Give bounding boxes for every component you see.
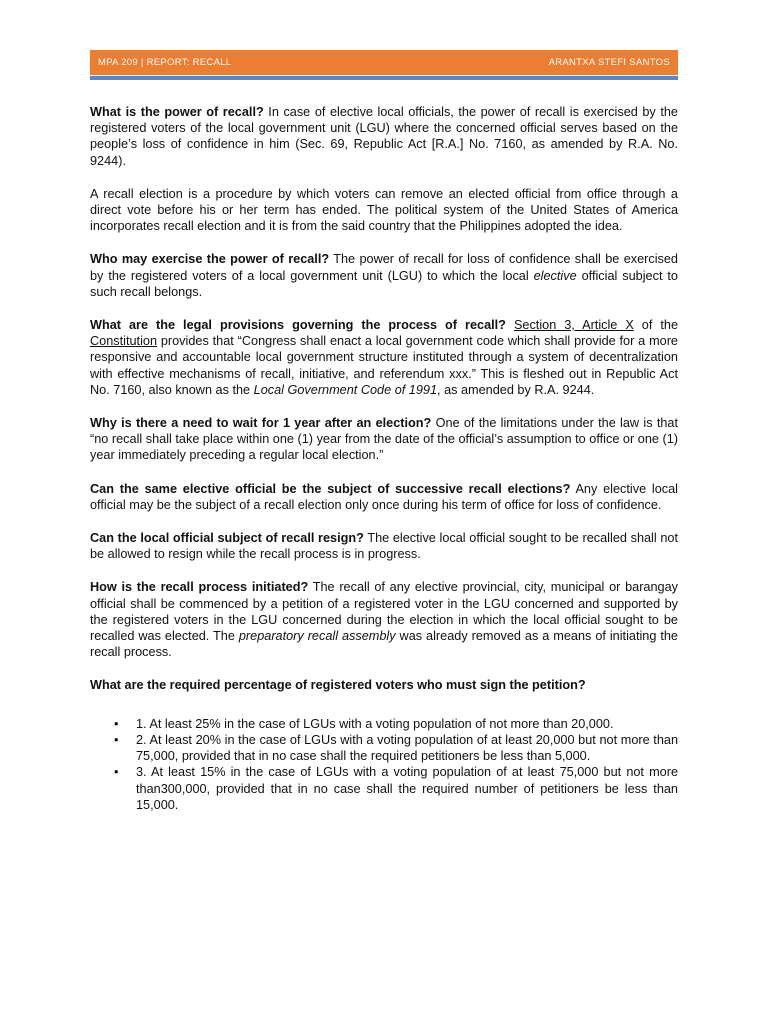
- link-constitution[interactable]: Constitution: [90, 334, 157, 349]
- emphasis-text: Local Government Code of 1991: [253, 382, 438, 397]
- paragraph-resign: [90, 530, 678, 562]
- answer-text: was already removed as a means of initiating the recall process.: [90, 629, 678, 660]
- page-header: [90, 50, 678, 75]
- answer-text: The power of recall for loss of confidence shall be exercised by the registered voters of a local government unit (LGU) to which the local: [90, 252, 678, 283]
- answer-text: , as amended by R.A. 9244.: [437, 382, 595, 397]
- paragraph-percentage-question: [90, 677, 678, 693]
- question-heading: What are the legal provisions governing the process of recall?: [90, 318, 506, 333]
- question-heading: Can the local official subject of recall resign?: [90, 531, 364, 546]
- paragraph-successive-recall: [90, 481, 678, 513]
- list-item: • 3. At least 15% in the case of LGUs with a voting population of at least 75,000 but not more than300,000, provided that in no case shall the required number of petitioners be less than 15,000.: [136, 764, 678, 813]
- answer-text: Any elective local official may be the subject of a recall election only once during his term of office for loss of confidence.: [90, 481, 678, 512]
- paragraph-initiation: [90, 579, 678, 660]
- percentage-list: [90, 716, 678, 813]
- answer-text: official subject to such recall belongs.: [90, 268, 678, 299]
- emphasis-text: preparatory recall assembly: [238, 629, 396, 644]
- paragraph-one-year-wait: [90, 415, 678, 464]
- answer-text: In case of elective local officials, the power of recall is exercised by the registered voters of the local government unit (LGU) where the concerned official serves based on the people’s loss of confidence in him (Sec. 69, Republic Act [R.A.] No. 7160, as amended by R.A. No. 9244).: [90, 105, 678, 168]
- question-heading: Who may exercise the power of recall?: [90, 252, 330, 267]
- list-item: • 2. At least 20% in the case of LGUs with a voting population of at least 20,000 but not more than 75,000, provided that in no case shall the required petitioners be less than 5,000.: [136, 732, 678, 764]
- question-heading: What are the required percentage of registered voters who must sign the petition?: [90, 678, 586, 693]
- list-item: • 1. At least 25% in the case of LGUs with a voting population of not more than 20,000.: [136, 716, 678, 732]
- answer-text: of the: [633, 318, 679, 333]
- paragraph-power-of-recall: [90, 104, 678, 169]
- emphasis-text: elective: [533, 268, 577, 283]
- header-course-title: MPA 209 | REPORT: RECALL: [98, 57, 232, 68]
- paragraph-who-may-exercise: [90, 251, 678, 300]
- answer-text: One of the limitations under the law is that “no recall shall take place within one (1) year from the date of the official’s assumption to office or one (1) year immediately preceding a regular local election.”: [90, 416, 678, 463]
- answer-text: The recall of any elective provincial, city, municipal or barangay official shall be commenced by a petition of a registered voter in the LGU concerned and supported by the registered voters in the LGU concerned during the election in which the local official sought to be recalled was elected. The: [90, 580, 678, 644]
- question-heading: How is the recall process initiated?: [90, 580, 309, 595]
- paragraph-recall-election: [90, 186, 678, 235]
- answer-text: The elective local official sought to be recalled shall not be allowed to resign while the recall process is in progress.: [90, 531, 678, 562]
- answer-text: A recall election is a procedure by which voters can remove an elected official from office through a direct vote before his or her term has ended. The political system of the United States of America incorporates recall election and it is from the said country that the Philippines adopted the idea.: [90, 186, 678, 234]
- question-heading: What is the power of recall?: [90, 105, 264, 119]
- header-divider: [90, 76, 678, 80]
- question-heading: Why is there a need to wait for 1 year after an election?: [90, 416, 432, 431]
- link-section-3-article-x[interactable]: Section 3, Article X: [513, 318, 634, 333]
- question-heading: Can the same elective official be the subject of successive recall elections?: [90, 481, 571, 496]
- document-body: [90, 104, 678, 813]
- answer-text: provides that “Congress shall enact a local government code which shall provide for a more responsive and accountable local government structure instituted through a system of decentralization with effective mechanisms of recall, initiative, and referendum xxx.” This is fleshed out in Republic Act No. 7160, also known as the: [90, 334, 678, 397]
- header-author: ARANTXA STEFI SANTOS: [548, 57, 670, 68]
- paragraph-legal-provisions: [90, 317, 678, 398]
